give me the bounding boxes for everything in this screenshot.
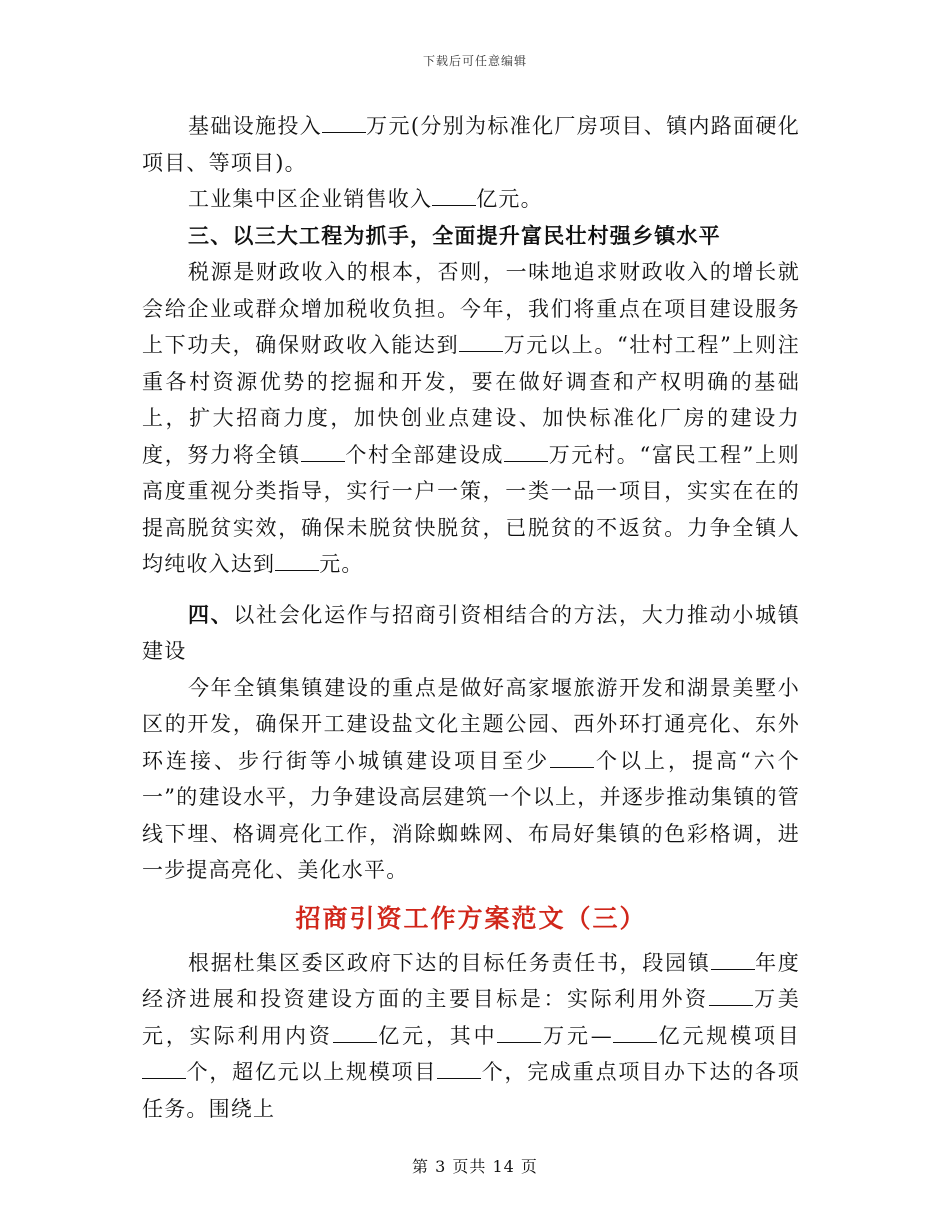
fill-in-blank	[613, 1024, 657, 1043]
paragraph-tax-source: 税源是财政收入的根本，否则，一味地追求财政收入的增长就会给企业或群众增加税收负担。今年，我们将重点在项目建设服务上下功夫，确保财政收入能达到 万元以上。“壮村工程”上则注重各村资源优势的挖掘和开发，要在做好调查和产权明确的基础上，扩大招商力度，加快创业点建设、加快标准化厂房的建设力度，努力将全镇 个村全部建设成 万元村。“富民工程”上则高度重视分类指导，实行一户一策，一类一品一项目，实实在在的提高脱贫实效，确保未脱贫快脱贫，已脱贫的不返贫。力争全镇人均纯收入达到 元。	[142, 260, 800, 576]
fill-in-blank	[432, 187, 476, 206]
fill-in-blank	[275, 552, 319, 571]
fill-in-blank	[504, 443, 548, 462]
paragraph-targets: 根据杜集区委区政府下达的目标任务责任书，段园镇 年度经济进展和投资建设方面的主要目标是：实际利用外资 万美元，实际利用内资 亿元，其中 万元— 亿元规模项目个，超亿元以上规模项目 个，完成重点项目办下达的各项任务。围绕上	[142, 950, 801, 1121]
fill-in-blank	[550, 749, 594, 768]
fill-in-blank	[459, 333, 503, 352]
fill-in-blank	[497, 1024, 541, 1043]
fill-in-blank	[142, 1060, 186, 1079]
section-heading-four-text: 以社会化运作与招商引资相结合的方法，大力推动小城镇建设	[142, 602, 800, 663]
fill-in-blank	[322, 114, 366, 133]
section-heading-three: 三、以三大工程为抓手，全面提升富民壮村强乡镇水平	[188, 222, 721, 248]
section-heading-four	[142, 597, 800, 670]
fill-in-blank	[333, 1024, 377, 1043]
fill-in-blank	[437, 1060, 481, 1079]
paragraph-industrial-sales: 工业集中区企业销售收入 亿元。	[188, 187, 543, 211]
paragraph-infrastructure: 基础设施投入 万元(分别为标准化厂房项目、镇内路面硬化项目、等项目)。	[142, 114, 800, 175]
page-number: 第 3 页共 14 页	[412, 1157, 538, 1176]
paragraph-town-construction: 今年全镇集镇建设的重点是做好高家堰旅游开发和湖景美墅小区的开发，确保开工建设盐文化主题公园、西外环打通亮化、东外环连接、步行街等小城镇建设项目至少 个以上，提高“六个一”的建设水平，力争建设高层建筑一个以上，并逐步推动集镇的管线下埋、格调亮化工作，消除蜘蛛网、布局好集镇的色彩格调，进一步提高亮化、美化水平。	[142, 675, 800, 882]
section-heading-four-number: 四、	[188, 601, 234, 627]
document-body	[142, 108, 800, 1127]
fill-in-blank	[301, 443, 345, 462]
fill-in-blank	[709, 987, 753, 1006]
header-note: 下载后可任意编辑	[422, 54, 527, 68]
document-title: 招商引资工作方案范文（三）	[295, 903, 647, 933]
fill-in-blank	[711, 951, 755, 970]
